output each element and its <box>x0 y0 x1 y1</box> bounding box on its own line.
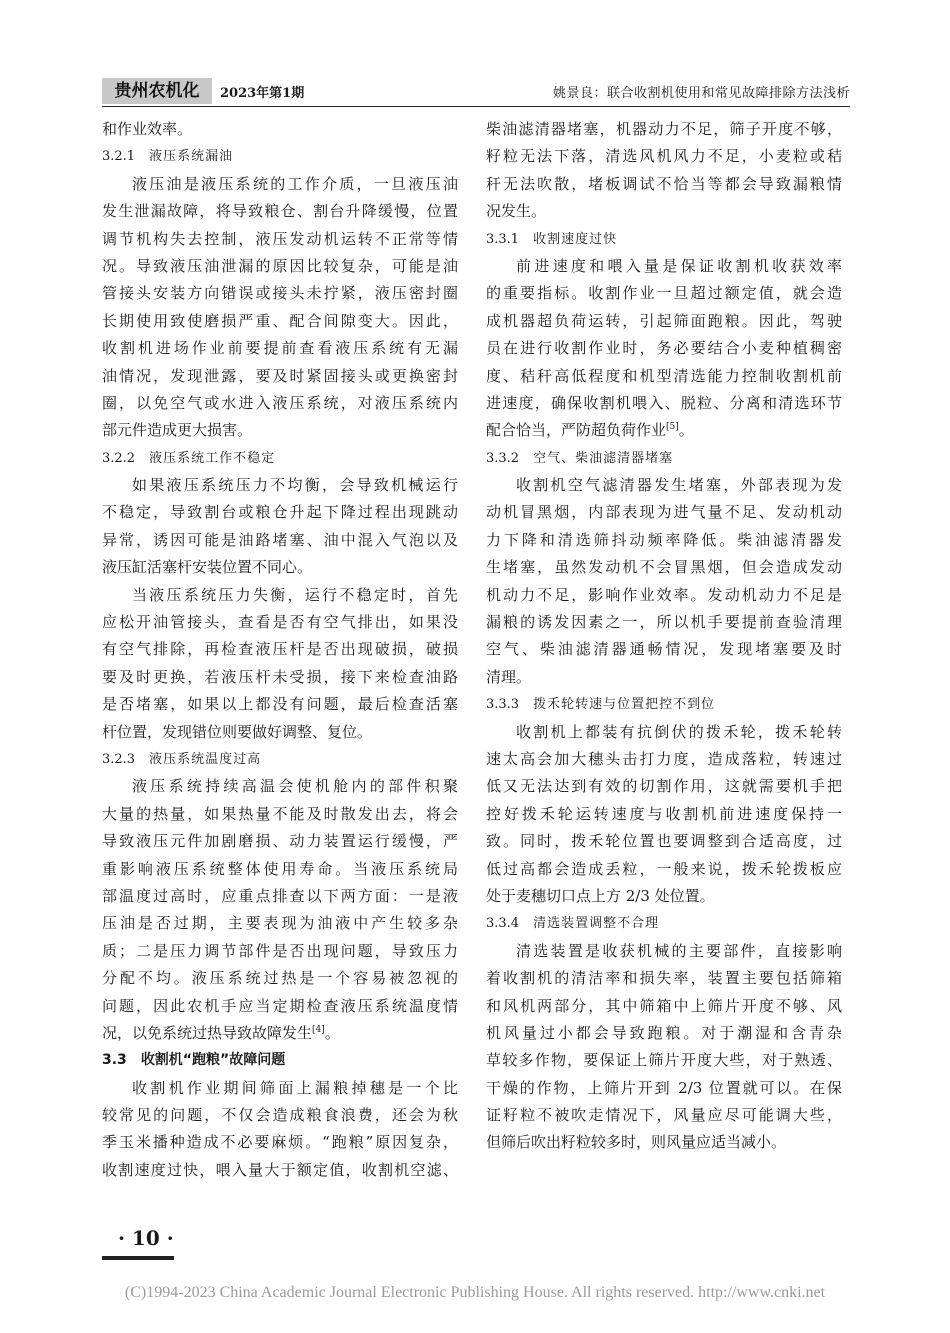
text-line: 要及时更换，若液压杆未受损，接下来检查油路 <box>102 667 458 686</box>
header-rule <box>102 106 850 107</box>
heading-text: 收割机“跑粮”故障问题 <box>140 1052 286 1069</box>
text-line: 清选装置是收获机械的主要部件，直接影响 <box>516 941 842 960</box>
text-line: 低又无法达到有效的切割作用，这就需要机手把 <box>486 777 842 796</box>
text-line: 油情况，发现泄露，要及时紧固接头或更换密封 <box>102 366 458 385</box>
text-line: 当液压系统压力失衡，运行不稳定时，首先 <box>132 585 458 604</box>
page-number: · 10 · <box>118 1226 174 1250</box>
text-line: 较常见的问题，不仅会造成粮食浪费，还会为秋 <box>102 1106 458 1125</box>
heading-number: 3.3 <box>102 1052 127 1069</box>
text-line: 证籽粒不被吹走情况下，风量应尽可能调大些， <box>486 1106 842 1125</box>
subsection-heading <box>486 910 842 937</box>
heading-number: 3.3.4 <box>486 916 520 932</box>
running-title: 姚景良：联合收割机使用和常见故障排除方法浅析 <box>552 86 850 101</box>
subsection-heading <box>486 445 842 472</box>
text-line: 圈，以免空气或水进入液压系统，对液压系统内 <box>102 393 458 412</box>
journal-name: 贵州农机化 <box>102 78 212 104</box>
text-line: 员在进行收割作业时，务必要结合小麦种植稠密 <box>486 339 842 358</box>
text-line: 液压油是液压系统的工作介质，一旦液压油 <box>132 174 458 193</box>
text-line: 压油是否过期，主要表现为油液中产生较多杂 <box>102 914 458 933</box>
heading-text: 收割速度过快 <box>533 231 618 247</box>
line-tail: 。 <box>324 1023 340 1042</box>
section-heading <box>102 1047 458 1074</box>
text-line: 重影响液压系统整体使用寿命。当液压系统局 <box>102 859 458 878</box>
text-line: 收割机上都装有抗倒伏的拨禾轮，拨禾轮转 <box>516 722 842 741</box>
heading-number: 3.2.2 <box>102 450 136 466</box>
text-line: 质；二是压力调节部件是否出现问题，导致压力 <box>102 941 458 960</box>
text-line: 季玉米播种造成不必要麻烦。“跑粮”原因复杂， <box>102 1133 458 1152</box>
text-line: 部温度过高时，应重点排查以下两方面：一是液 <box>102 886 458 905</box>
text-line: 大量的热量，如果热量不能及时散发出去，将会 <box>102 804 458 823</box>
subsection-heading <box>486 691 842 718</box>
text-line: 秆无法吹散，堵板调试不恰当等都会导致漏粮情 <box>486 174 842 193</box>
text-line: 草较多作物，要保证上筛片开度大些，对于熟透、 <box>486 1051 842 1070</box>
line-text: 配合恰当，严防超负荷作业 <box>486 421 667 440</box>
text-line: 有空气排除，再检查液压杆是否出现破损，破损 <box>102 640 458 659</box>
text-line <box>102 1020 458 1047</box>
text-line: 液压系统持续高温会使机舱内的部件积聚 <box>132 777 458 796</box>
subsection-heading <box>486 226 842 253</box>
text-line: 致。同时，拨禾轮位置也要调整到合适高度，过 <box>486 832 842 851</box>
text-line: 空气、柴油滤清器通畅情况，发现堵塞要及时 <box>486 640 842 659</box>
heading-number: 3.2.1 <box>102 149 136 165</box>
text-line: 处于麦穗切口点上方 2/3 处位置。 <box>486 886 715 905</box>
text-line: 着收割机的清洁率和损失率，装置主要包括筛箱 <box>486 969 842 988</box>
subsection-heading <box>102 445 458 472</box>
running-header <box>102 78 850 104</box>
subsection-heading <box>102 143 458 170</box>
text-line: 收割速度过快，喂入量大于额定值，收割机空滤、 <box>102 1160 458 1179</box>
heading-text: 液压系统漏油 <box>149 149 234 165</box>
heading-number: 3.3.1 <box>486 231 520 247</box>
text-line: 部元件造成更大损害。 <box>102 421 253 440</box>
text-line: 机动力不足，影响作业效率。发动机动力不足是 <box>486 585 842 604</box>
text-line: 发生泄漏故障，将导致粮仓、割台升降缓慢，位置 <box>102 202 458 221</box>
text-line: 低过高都会造成丢粒，一般来说，拨禾轮拨板应 <box>486 859 842 878</box>
text-line: 况发生。 <box>486 202 547 221</box>
footer-rule <box>102 1256 174 1260</box>
text-line: 分配不均。液压系统过热是一个容易被忽视的 <box>102 969 458 988</box>
text-line: 长期使用致使磨损严重、配合间隙变大。因此， <box>102 311 458 330</box>
text-line: 速太高会加大穗头击打力度，造成落粒，转速过 <box>486 749 842 768</box>
text-line: 调节机构失去控制，液压发动机运转不正常等情 <box>102 229 458 248</box>
text-line: 和风机两部分，其中筛箱中上筛片开度不够、风 <box>486 996 842 1015</box>
heading-text: 空气、柴油滤清器堵塞 <box>533 450 674 466</box>
text-line: 况。导致液压油泄漏的原因比较复杂，可能是油 <box>102 256 458 275</box>
subsection-heading <box>102 746 458 773</box>
text-line: 前进速度和喂入量是保证收割机收获效率 <box>516 256 842 275</box>
heading-text: 拨禾轮转速与位置把控不到位 <box>533 697 716 713</box>
issue-label: 2023年第1期 <box>220 86 305 101</box>
heading-number: 3.3.3 <box>486 697 520 713</box>
text-line: 应松开油管接头，查看是否有空气排出，如果没 <box>102 613 458 632</box>
text-line <box>486 417 842 444</box>
text-line: 问题，因此农机手应当定期检查液压系统温度情 <box>102 996 458 1015</box>
text-line: 度、秸秆高低程度和机型清选能力控制收割机前 <box>486 366 842 385</box>
text-line: 收割机进场作业前要提前查看液压系统有无漏 <box>102 339 458 358</box>
heading-text: 液压系统工作不稳定 <box>149 450 276 466</box>
text-line: 生堵塞，虽然发动机不会冒黑烟，但会造成发动 <box>486 558 842 577</box>
text-line: 如果液压系统压力不均衡，会导致机械运行 <box>132 476 458 495</box>
text-line: 收割机作业期间筛面上漏粮掉穗是一个比 <box>132 1078 458 1097</box>
text-line: 籽粒无法下落，清选风机风力不足，小麦粒或秸 <box>486 147 842 166</box>
line-text: 况，以免系统过热导致故障发生 <box>102 1023 313 1042</box>
line-tail: 。 <box>678 421 694 440</box>
copyright-notice: (C)1994-2023 China Academic Journal Electronic Publishing House. All rights reserved. http://www.cnki.net <box>124 1284 826 1301</box>
text-line: 成机器超负荷运转，引起筛面跑粮。因此，驾驶 <box>486 311 842 330</box>
text-line: 控好拨禾轮运转速度与收割机前进速度保持一 <box>486 804 842 823</box>
text-line: 力下降和清选筛抖动频率降低。柴油滤清器发 <box>486 530 842 549</box>
heading-text: 清选装置调整不合理 <box>533 916 660 932</box>
text-line: 干燥的作物，上筛片开到 2/3 位置就可以。在保 <box>486 1078 842 1097</box>
text-line: 异常，诱因可能是油路堵塞、油中混入气泡以及 <box>102 530 458 549</box>
text-line: 动机冒黑烟，内部表现为进气量不足、发动机动 <box>486 503 842 522</box>
citation-ref[interactable]: [5] <box>666 422 679 433</box>
heading-number: 3.3.2 <box>486 450 520 466</box>
text-line: 和作业效率。 <box>102 120 193 138</box>
right-column <box>486 116 842 1157</box>
text-line: 管接头安装方向错误或接头未拧紧，液压密封圈 <box>102 284 458 303</box>
text-line: 柴油滤清器堵塞，机器动力不足，筛子开度不够， <box>486 120 842 138</box>
text-line: 收割机空气滤清器发生堵塞，外部表现为发 <box>516 476 842 495</box>
heading-text: 液压系统温度过高 <box>149 751 262 767</box>
heading-number: 3.2.3 <box>102 751 136 767</box>
text-line: 导致液压元件加剧磨损、动力装置运行缓慢，严 <box>102 832 458 851</box>
text-line: 但筛后吹出籽粒较多时，则风量应适当减小。 <box>486 1133 787 1152</box>
text-line: 进速度，确保收割机喂入、脱粒、分离和清选环节 <box>486 393 842 412</box>
text-line: 的重要指标。收割作业一旦超过额定值，就会造 <box>486 284 842 303</box>
text-line: 不稳定，导致割台或粮仓升起下降过程出现跳动 <box>102 503 458 522</box>
text-line: 杆位置，发现错位则要做好调整、复位。 <box>102 722 373 741</box>
text-line: 机风量过小都会导致跑粮。对于潮湿和含青杂 <box>486 1023 842 1042</box>
text-line: 漏粮的诱发因素之一，所以机手要提前查验清理 <box>486 613 842 632</box>
left-column <box>102 116 458 1184</box>
text-line: 液压缸活塞杆安装位置不同心。 <box>102 558 313 577</box>
text-line: 是否堵塞，如果以上都没有问题，最后检查活塞 <box>102 695 458 714</box>
text-line: 清理。 <box>486 667 532 686</box>
citation-ref[interactable]: [4] <box>312 1024 325 1035</box>
